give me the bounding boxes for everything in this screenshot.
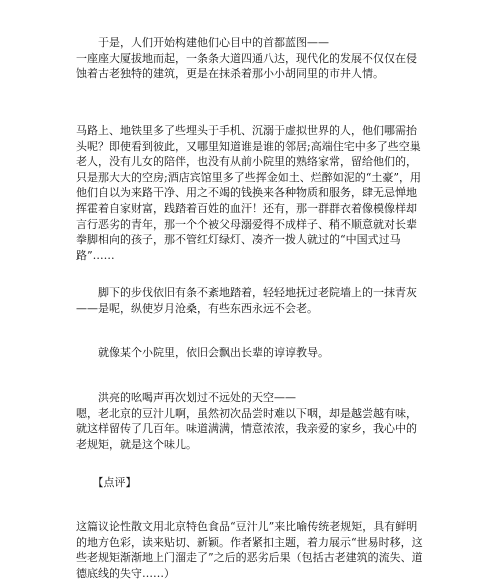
paragraph-douzhi: 洪亮的吆喝声再次划过不远处的天空—— 嗯，老北京的豆汁儿啊，虽然初次品尝时难以下咽，却是越尝越有味，就这样留传了几百年。味道满满，情意浓浓，我亲爱的家乡，我心中的老规矩，就是这个味儿。 xyxy=(76,391,417,451)
paragraph-footsteps: 脚下的步伐依旧有条不紊地踏着，轻轻地抚过老院墙上的一抹青灰——是呢，纵使岁月沧桑，有些东西永远不会老。 xyxy=(76,286,417,315)
paragraph-courtyard: 就像某个小院里，依旧会飘出长辈的谆谆教导。 xyxy=(76,346,329,359)
paragraph-modern-life: 马路上、地铁里多了些埋头于手机、沉溺于虚拟世界的人，他们哪需抬头呢？即使看到彼此，又哪里知道谁是谁的邻居;高端住宅中多了些空巢老人，没有儿女的陪伴，也没有从前小院里的熟络家常，留给他们的，只是那大大的空房;酒店宾馆里多了些挥金如土、烂醉如泥的“土豪”，用他们自以为来路干净、用之不竭的钱换来各种物质和服务，肆无忌惮地挥霍着自家财富，践踏着百姓的血汗！还有，那一群群衣着像模像样却言行恶劣的青年，那一个个被父母溺爱得不成样子、稍不顺意就对长辈拳脚相向的孩子，那不管红灯绿灯、凑齐一拨人就过的“中国式过马路”…… xyxy=(76,124,421,262)
paragraph-blueprint: 于是，人们开始构建他们心目中的首都蓝图—— 一座座大厦拔地而起，一条条大道四通八达，现代化的发展不仅仅在侵蚀着古老独特的建筑，更是在抹杀着那小小胡同里的市井人情。 xyxy=(76,36,417,81)
paragraph-commentary: 这篇议论性散文用北京特色食品“豆汁儿”来比喻传统老规矩，具有鲜明的地方色彩，读来贴切、新颖。作者紧扣主题，着力展示“世易时移，这些老规矩渐渐地上门溜走了”之后的恶劣后果（包括古老建筑的流失、道德底线的失守……） xyxy=(76,520,423,580)
comment-heading: 【点评】 xyxy=(76,476,137,489)
